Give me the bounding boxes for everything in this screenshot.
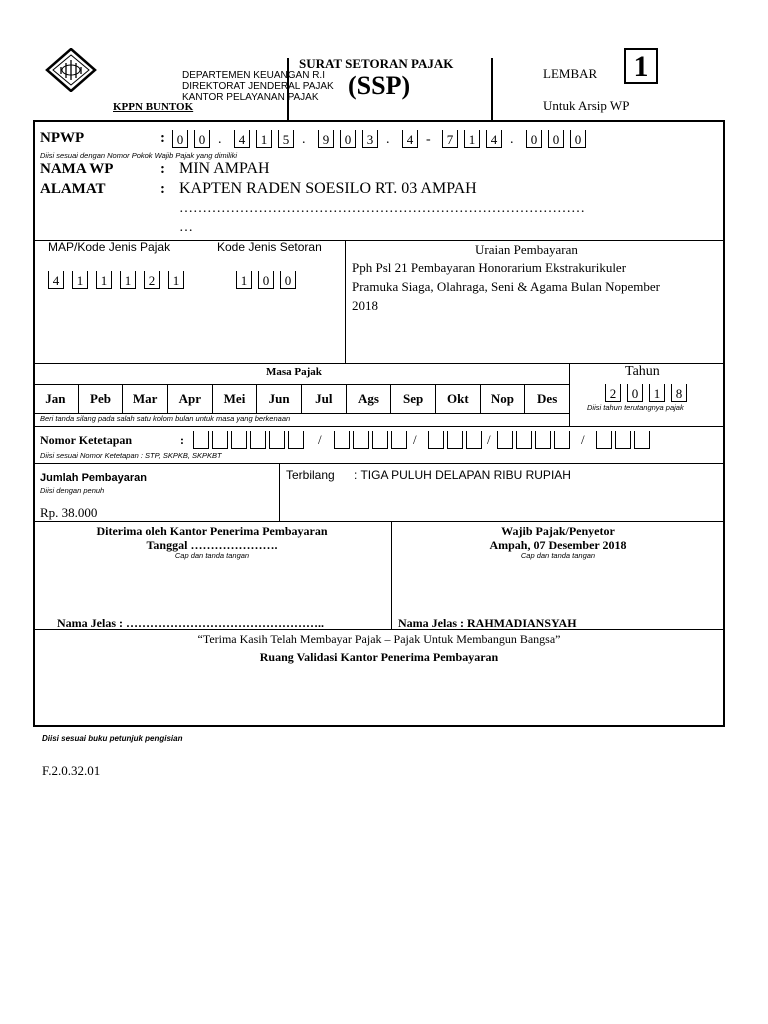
month-cell-apr[interactable]: Apr <box>167 385 212 413</box>
masa-label: Masa Pajak <box>266 366 322 378</box>
month-cell-peb[interactable]: Peb <box>78 385 123 413</box>
npwp-digits <box>172 130 642 150</box>
digit-box[interactable]: 7 <box>442 130 458 148</box>
address-dots-1: …………………………………………………………………………… <box>179 201 585 216</box>
ministry-emblem-logo <box>45 48 97 92</box>
terbilang-value: : TIGA PULUH DELAPAN RIBU RUPIAH <box>354 468 571 482</box>
month-cell-jun[interactable]: Jun <box>256 385 301 413</box>
rule-masa <box>33 363 725 364</box>
tahun-note: Diisi tahun terutangnya pajak <box>587 403 684 412</box>
month-cell-jul[interactable]: Jul <box>301 385 346 413</box>
form-code: F.2.0.32.01 <box>42 763 101 778</box>
ketetapan-digit-box[interactable] <box>497 431 513 449</box>
month-cell-jan[interactable]: Jan <box>45 391 66 406</box>
ketetapan-slash: / <box>581 432 585 447</box>
masa-note: Beri tanda silang pada salah satu kolom bulan untuk masa yang berkenaan <box>40 414 291 423</box>
digit-box[interactable]: 1 <box>120 271 136 289</box>
ketetapan-digit-box[interactable] <box>428 431 444 449</box>
validasi-motto: “Terima Kasih Telah Membayar Pajak – Pajak Untuk Membangun Bangsa” <box>197 632 561 646</box>
digit-box[interactable]: 0 <box>570 130 586 148</box>
terbilang-label: Terbilang <box>286 468 335 482</box>
uraian-line-2: Pramuka Siaga, Olahraga, Seni & Agama Bulan Nopember <box>352 279 660 294</box>
digit-box[interactable]: 0 <box>194 130 210 148</box>
header-divider-right <box>491 58 493 120</box>
lembar-label: LEMBAR <box>543 66 598 81</box>
ketetapan-colon: : <box>180 433 184 447</box>
address-colon: : <box>160 181 165 197</box>
jumlah-amount: Rp. 38.000 <box>40 505 98 520</box>
npwp-note: Diisi sesuai dengan Nomor Pokok Wajib Pajak yang dimiliki <box>40 151 238 160</box>
digit-box[interactable]: 0 <box>280 271 296 289</box>
ketetapan-digit-box[interactable] <box>353 431 369 449</box>
jumlah-divider <box>279 463 280 521</box>
ketetapan-digit-box[interactable] <box>554 431 570 449</box>
ketetapan-slash: / <box>487 432 491 447</box>
address-dots-2: … <box>179 220 193 235</box>
jumlah-label: Jumlah Pembayaran <box>40 472 147 484</box>
name-label: NAMA WP <box>40 161 114 177</box>
map-label: MAP/Kode Jenis Pajak <box>48 240 171 254</box>
digit-box[interactable]: 5 <box>278 130 294 148</box>
npwp-separator: . <box>302 132 306 147</box>
digit-box[interactable]: 8 <box>671 384 687 402</box>
digit-box[interactable]: 4 <box>402 130 418 148</box>
month-cell-okt[interactable]: Okt <box>435 385 480 413</box>
ketetapan-digit-box[interactable] <box>391 431 407 449</box>
month-cell-mar[interactable]: Mar <box>122 385 167 413</box>
setoran-digits <box>236 271 306 291</box>
lembar-number-box <box>624 48 658 84</box>
tahun-label: Tahun <box>625 364 660 379</box>
payer-name: Nama Jelas : RAHMADIANSYAH <box>398 616 577 630</box>
digit-box[interactable]: 1 <box>168 271 184 289</box>
name-value: MIN AMPAH <box>179 160 270 177</box>
footer-note: Diisi sesuai buku petunjuk pengisian <box>42 734 183 743</box>
ketetapan-digit-box[interactable] <box>596 431 612 449</box>
digit-box[interactable]: 4 <box>48 271 64 289</box>
npwp-separator: . <box>218 132 222 147</box>
tahun-digits <box>605 384 705 404</box>
receiver-name: Nama Jelas : ………………………………………….. <box>57 616 324 630</box>
payer-cap-note: Cap dan tanda tangan <box>520 551 596 560</box>
copy-note: Untuk Arsip WP <box>543 98 630 113</box>
ketetapan-digit-box[interactable] <box>269 431 285 449</box>
npwp-colon: : <box>160 130 165 146</box>
digit-box[interactable]: 2 <box>144 271 160 289</box>
codes-divider <box>345 240 346 363</box>
form-abbr: (SSP) <box>348 71 411 100</box>
payer-date: Ampah, 07 Desember 2018 <box>489 538 627 552</box>
ketetapan-label: Nomor Ketetapan <box>40 433 133 447</box>
receiver-title: Diterima oleh Kantor Penerima Pembayaran <box>96 524 328 538</box>
masa-tahun-divider <box>569 363 570 426</box>
digit-box[interactable]: 0 <box>526 130 542 148</box>
ketetapan-digit-box[interactable] <box>250 431 266 449</box>
ketetapan-digit-box[interactable] <box>212 431 228 449</box>
month-cell-des[interactable]: Des <box>524 385 569 413</box>
digit-box[interactable]: 1 <box>464 130 480 148</box>
digit-box[interactable]: 0 <box>340 130 356 148</box>
ketetapan-digit-box[interactable] <box>447 431 463 449</box>
uraian-line-1: Pph Psl 21 Pembayaran Honorarium Ekstrakurikuler <box>352 260 627 275</box>
header-divider-left <box>287 58 289 120</box>
ketetapan-digit-box[interactable] <box>334 431 350 449</box>
ketetapan-digit-box[interactable] <box>231 431 247 449</box>
ketetapan-digit-box[interactable] <box>193 431 209 449</box>
digit-box[interactable]: 3 <box>362 130 378 148</box>
dept-line-3: KANTOR PELAYANAN PAJAK <box>182 92 319 103</box>
ketetapan-digit-box[interactable] <box>516 431 532 449</box>
month-cell-ags[interactable]: Ags <box>346 385 391 413</box>
uraian-line-3: 2018 <box>352 298 378 313</box>
digit-box[interactable]: 2 <box>605 384 621 402</box>
digit-box[interactable]: 4 <box>234 130 250 148</box>
npwp-separator: - <box>426 132 431 147</box>
ketetapan-digit-box[interactable] <box>372 431 388 449</box>
validasi-title: Ruang Validasi Kantor Penerima Pembayaran <box>259 650 499 664</box>
digit-box[interactable]: 0 <box>258 271 274 289</box>
setoran-label: Kode Jenis Setoran <box>217 240 322 254</box>
dept-line-2: DIREKTORAT JENDERAL PAJAK <box>182 81 334 92</box>
ketetapan-digit-box[interactable] <box>466 431 482 449</box>
digit-box[interactable]: 1 <box>236 271 252 289</box>
month-cell-mei[interactable]: Mei <box>212 385 257 413</box>
receiver-date: Tanggal …………………. <box>146 538 278 552</box>
digit-box[interactable]: 1 <box>96 271 112 289</box>
ketetapan-slash: / <box>413 432 417 447</box>
jumlah-note: Diisi dengan penuh <box>40 486 105 495</box>
ketetapan-digit-box[interactable] <box>288 431 304 449</box>
digit-box[interactable]: 0 <box>627 384 643 402</box>
dept-line-1: DEPARTEMEN KEUANGAN R.I <box>182 70 325 81</box>
rule-jumlah <box>33 463 725 464</box>
rule-signature <box>33 521 725 522</box>
digit-box[interactable]: 0 <box>172 130 188 148</box>
rule-ketetapan <box>33 426 725 427</box>
office-name: KPPN BUNTOK <box>113 101 194 113</box>
lembar-number: 1 <box>633 50 649 83</box>
digit-box[interactable]: 0 <box>548 130 564 148</box>
ketetapan-digit-box[interactable] <box>634 431 650 449</box>
npwp-separator: . <box>386 132 390 147</box>
ketetapan-digit-box[interactable] <box>615 431 631 449</box>
payer-title: Wajib Pajak/Penyetor <box>501 524 615 538</box>
month-cell-sep[interactable]: Sep <box>390 385 435 413</box>
digit-box[interactable]: 1 <box>72 271 88 289</box>
receiver-cap-note: Cap dan tanda tangan <box>174 551 250 560</box>
address-label: ALAMAT <box>40 181 106 197</box>
npwp-separator: . <box>510 132 514 147</box>
uraian-label: Uraian Pembayaran <box>475 242 578 257</box>
ketetapan-note: Diisi sesuai Nomor Ketetapan : STP, SKPKB, SKPKBT <box>40 451 222 460</box>
digit-box[interactable]: 1 <box>649 384 665 402</box>
address-value: KAPTEN RADEN SOESILO RT. 03 AMPAH <box>179 180 477 197</box>
map-digits <box>48 271 198 291</box>
digit-box[interactable]: 1 <box>256 130 272 148</box>
month-cell-nop[interactable]: Nop <box>480 385 525 413</box>
ketetapan-digit-box[interactable] <box>535 431 551 449</box>
ketetapan-slash: / <box>318 432 322 447</box>
npwp-label: NPWP <box>40 130 85 146</box>
digit-box[interactable]: 9 <box>318 130 334 148</box>
form-title: SURAT SETORAN PAJAK <box>299 56 454 71</box>
name-colon: : <box>160 161 165 177</box>
digit-box[interactable]: 4 <box>486 130 502 148</box>
